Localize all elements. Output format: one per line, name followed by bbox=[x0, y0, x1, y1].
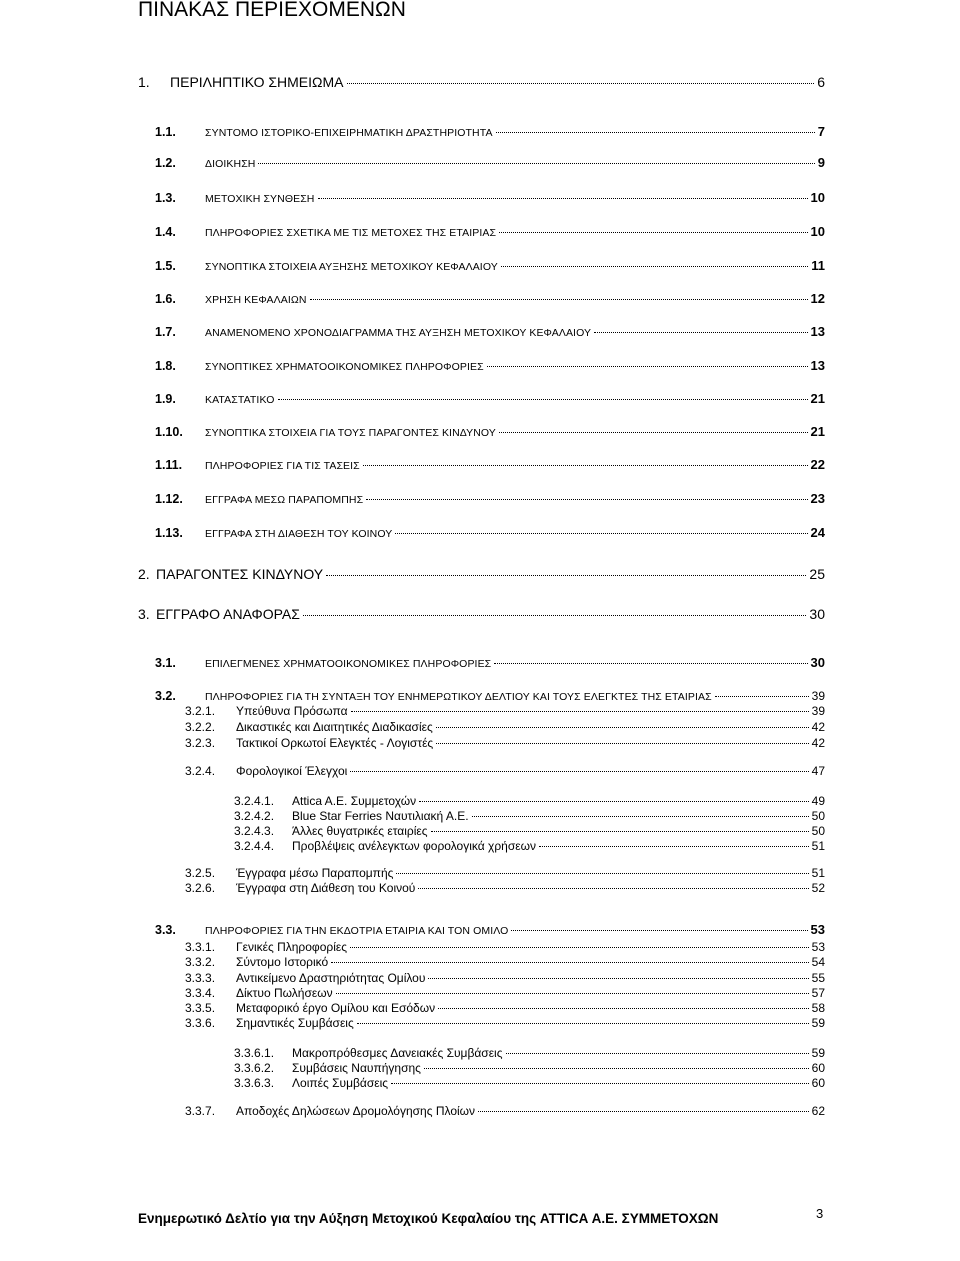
toc-entry-label: Υπεύθυνα Πρόσωπα bbox=[236, 704, 348, 718]
toc-entry-number: 1.4. bbox=[155, 225, 176, 239]
toc-entry-2[interactable] bbox=[138, 566, 825, 582]
toc-entry-number: 1.13. bbox=[155, 526, 183, 540]
dot-leader bbox=[499, 432, 808, 433]
toc-entry-page: 21 bbox=[810, 391, 825, 406]
dot-leader bbox=[258, 163, 814, 164]
toc-entry-page: 58 bbox=[811, 1001, 825, 1015]
dot-leader bbox=[366, 499, 807, 500]
toc-entry-label: Τακτικοί Ορκωτοί Ελεγκτές - Λογιστές bbox=[236, 736, 434, 750]
toc-entry-label: ΕΓΓΡΑΦΑ ΜΕΣΩ ΠΑΡΑΠΟΜΠΗΣ bbox=[205, 494, 364, 506]
dot-leader bbox=[478, 1111, 809, 1112]
toc-entry-number: 3.3.6.3. bbox=[234, 1076, 275, 1090]
toc-entry-number: 3.3.3. bbox=[185, 971, 216, 985]
toc-entry-label: Αποδοχές Δηλώσεων Δρομολόγησης Πλοίων bbox=[236, 1104, 476, 1118]
toc-entry-page: 47 bbox=[811, 764, 825, 778]
toc-entry-page: 13 bbox=[810, 358, 825, 373]
toc-entry-3[interactable] bbox=[138, 606, 825, 622]
toc-entry-1-10[interactable] bbox=[155, 424, 825, 439]
toc-entry-3-3-6[interactable] bbox=[185, 1016, 825, 1030]
toc-entry-label: ΧΡΗΣΗ ΚΕΦΑΛΑΙΩΝ bbox=[205, 294, 307, 306]
toc-entry-page: 57 bbox=[811, 986, 825, 1000]
toc-entry-page: 10 bbox=[810, 224, 825, 239]
toc-entry-number: 3.3.4. bbox=[185, 986, 216, 1000]
toc-entry-label: Προβλέψεις ανέλεγκτων φορολογικά χρήσεων bbox=[292, 839, 536, 853]
dot-leader bbox=[363, 465, 808, 466]
toc-entry-3-3-3[interactable] bbox=[185, 971, 825, 985]
dot-leader bbox=[336, 993, 809, 994]
toc-entry-number: 1.8. bbox=[155, 359, 176, 373]
toc-entry-number: 3.2.4.2. bbox=[234, 809, 275, 823]
toc-entry-number: 1.5. bbox=[155, 259, 176, 273]
toc-entry-1-4[interactable] bbox=[155, 224, 825, 239]
toc-entry-label: Συμβάσεις Ναυπήγησης bbox=[292, 1061, 421, 1075]
toc-entry-page: 50 bbox=[811, 809, 825, 823]
toc-entry-page: 49 bbox=[811, 794, 825, 808]
toc-entry-3-2-4-3[interactable] bbox=[234, 824, 825, 838]
toc-entry-3-3-6-2[interactable] bbox=[234, 1061, 825, 1075]
toc-entry-1-1[interactable] bbox=[155, 124, 825, 139]
toc-entry-page: 51 bbox=[811, 839, 825, 853]
toc-entry-number: 1.3. bbox=[155, 191, 176, 205]
toc-entry-label: ΕΓΓΡΑΦΟ ΑΝΑΦΟΡΑΣ bbox=[156, 606, 300, 622]
toc-entry-label: ΜΕΤΟΧΙΚΗ ΣΥΝΘΕΣΗ bbox=[205, 193, 315, 205]
toc-entry-page: 51 bbox=[811, 866, 825, 880]
dot-leader bbox=[487, 366, 808, 367]
toc-entry-number: 1.7. bbox=[155, 325, 176, 339]
toc-entry-label: ΠΛΗΡΟΦΟΡΙΕΣ ΓΙΑ ΤΗ ΣΥΝΤΑΞΗ ΤΟΥ ΕΝΗΜΕΡΩΤΙΚΟΥ ΔΕΛΤΙΟΥ ΚΑΙ ΤΟΥΣ ΕΛΕΓΚΤΕΣ ΤΗΣ ΕΤΑΙΡΙΑΣ bbox=[205, 691, 712, 703]
toc-entry-page: 23 bbox=[810, 491, 825, 506]
toc-entry-page: 50 bbox=[811, 824, 825, 838]
toc-entry-page: 11 bbox=[811, 258, 825, 273]
toc-entry-number: 3.2.2. bbox=[185, 720, 216, 734]
toc-entry-3-3-2[interactable] bbox=[185, 955, 825, 969]
dot-leader bbox=[506, 1053, 809, 1054]
toc-entry-3-2-4-4[interactable] bbox=[234, 839, 825, 853]
toc-entry-number: 2. bbox=[138, 566, 150, 582]
dot-leader bbox=[424, 1068, 809, 1069]
toc-entry-3-3-5[interactable] bbox=[185, 1001, 825, 1015]
toc-entry-1-13[interactable] bbox=[155, 525, 825, 540]
toc-entry-number: 3.2.3. bbox=[185, 736, 216, 750]
toc-entry-number: 1.9. bbox=[155, 392, 176, 406]
toc-entry-number: 1.10. bbox=[155, 425, 183, 439]
toc-entry-label: Δίκτυο Πωλήσεων bbox=[236, 986, 333, 1000]
toc-entry-page: 30 bbox=[810, 655, 825, 670]
dot-leader bbox=[350, 947, 809, 948]
toc-entry-page: 25 bbox=[809, 566, 825, 582]
toc-entry-label: ΠΛΗΡΟΦΟΡΙΕΣ ΓΙΑ ΤΙΣ ΤΑΣΕΙΣ bbox=[205, 460, 360, 472]
toc-entry-number: 3.3.1. bbox=[185, 940, 216, 954]
dot-leader bbox=[357, 1023, 809, 1024]
dot-leader bbox=[501, 266, 808, 267]
dot-leader bbox=[395, 533, 807, 534]
toc-entry-page: 53 bbox=[811, 940, 825, 954]
toc-entry-number: 3.3.6.1. bbox=[234, 1046, 275, 1060]
dot-leader bbox=[396, 873, 808, 874]
toc-entry-number: 1.2. bbox=[155, 156, 176, 170]
toc-entry-page: 39 bbox=[811, 704, 825, 718]
toc-entry-3-3-4[interactable] bbox=[185, 986, 825, 1000]
toc-entry-number: 1.6. bbox=[155, 292, 176, 306]
toc-entry-number: 3.1. bbox=[155, 656, 176, 670]
toc-entry-number: 3.3.5. bbox=[185, 1001, 216, 1015]
toc-entry-label: ΣΥΝΟΠΤΙΚΕΣ ΧΡΗΜΑΤΟΟΙΚΟΝΟΜΙΚΕΣ ΠΛΗΡΟΦΟΡΙΕΣ bbox=[205, 361, 484, 373]
toc-entry-label: Γενικές Πληροφορίες bbox=[236, 940, 348, 954]
toc-entry-3-2-4[interactable] bbox=[185, 764, 825, 778]
toc-entry-3-1[interactable] bbox=[155, 655, 825, 670]
toc-entry-page: 6 bbox=[817, 74, 825, 90]
toc-entry-label: Δικαστικές και Διαιτητικές Διαδικασίες bbox=[236, 720, 433, 734]
dot-leader bbox=[278, 399, 808, 400]
toc-entry-1-9[interactable] bbox=[155, 391, 825, 406]
toc-entry-3-3-6-3[interactable] bbox=[234, 1076, 825, 1090]
toc-entry-number: 3.3.6. bbox=[185, 1016, 216, 1030]
toc-entry-number: 1. bbox=[138, 74, 150, 90]
dot-leader bbox=[419, 801, 809, 802]
toc-entry-3-2-3[interactable] bbox=[185, 736, 825, 750]
toc-entry-label: ΠΕΡΙΛΗΠΤΙΚΟ ΣΗΜΕΙΩΜΑ bbox=[170, 74, 344, 90]
toc-entry-label: Λοιπές Συμβάσεις bbox=[292, 1076, 389, 1090]
toc-entry-page: 24 bbox=[810, 525, 825, 540]
dot-leader bbox=[347, 83, 815, 84]
dot-leader bbox=[436, 727, 809, 728]
toc-entry-1-11[interactable] bbox=[155, 457, 825, 472]
toc-entry-label: ΑΝΑΜΕΝΟΜΕΝΟ ΧΡΟΝΟΔΙΑΓΡΑΜΜΑ ΤΗΣ ΑΥΞΗΣΗ ΜΕΤΟΧΙΚΟΥ ΚΕΦΑΛΑΙΟΥ bbox=[205, 327, 592, 339]
toc-entry-page: 62 bbox=[811, 1104, 825, 1118]
toc-entry-3-3[interactable] bbox=[155, 922, 825, 937]
toc-entry-label: Σημαντικές Συμβάσεις bbox=[236, 1016, 354, 1030]
dot-leader bbox=[436, 743, 808, 744]
toc-entry-page: 13 bbox=[810, 324, 825, 339]
toc-entry-number: 3.3.6.2. bbox=[234, 1061, 275, 1075]
toc-entry-label: Μεταφορικό έργο Ομίλου και Εσόδων bbox=[236, 1001, 436, 1015]
toc-entry-3-3-6-1[interactable] bbox=[234, 1046, 825, 1060]
toc-entry-page: 22 bbox=[810, 457, 825, 472]
toc-entry-3-2-2[interactable] bbox=[185, 720, 825, 734]
toc-entry-label: Έγγραφα στη Διάθεση του Κοινού bbox=[236, 881, 416, 895]
toc-entry-label: Αντικείμενο Δραστηριότητας Ομίλου bbox=[236, 971, 426, 985]
toc-entry-page: 55 bbox=[811, 971, 825, 985]
toc-entry-label: Έγγραφα μέσω Παραπομπής bbox=[236, 866, 394, 880]
toc-entry-3-2-6[interactable] bbox=[185, 881, 825, 895]
dot-leader bbox=[494, 663, 807, 664]
dot-leader bbox=[472, 816, 809, 817]
footer-text: Ενημερωτικό Δελτίο για την Αύξηση Μετοχικού Κεφαλαίου της ATTICA Α.Ε. ΣΥΜΜΕΤΟΧΩΝ bbox=[138, 1211, 719, 1226]
dot-leader bbox=[310, 299, 808, 300]
toc-entry-page: 54 bbox=[811, 955, 825, 969]
toc-entry-label: Μακροπρόθεσμες Δανειακές Συμβάσεις bbox=[292, 1046, 503, 1060]
toc-entry-1-7[interactable] bbox=[155, 324, 825, 339]
toc-entry-1-5[interactable] bbox=[155, 258, 825, 273]
toc-entry-number: 1.11. bbox=[155, 458, 183, 472]
toc-entry-page: 30 bbox=[809, 606, 825, 622]
toc-entry-number: 3.2.5. bbox=[185, 866, 216, 880]
dot-leader bbox=[350, 771, 808, 772]
toc-entry-number: 3.2.4.1. bbox=[234, 794, 275, 808]
dot-leader bbox=[511, 930, 807, 931]
toc-entry-page: 12 bbox=[810, 291, 825, 306]
toc-entry-page: 59 bbox=[811, 1016, 825, 1030]
toc-entry-label: ΠΑΡΑΓΟΝΤΕΣ ΚΙΝΔΥΝΟΥ bbox=[156, 566, 324, 582]
page-title: ΠΙΝΑΚΑΣ ΠΕΡΙΕΧΟΜΕΝΩΝ bbox=[138, 0, 406, 21]
toc-entry-page: 39 bbox=[811, 689, 825, 703]
toc-entry-1-2[interactable] bbox=[155, 155, 825, 170]
toc-entry-page: 59 bbox=[811, 1046, 825, 1060]
toc-entry-3-3-1[interactable] bbox=[185, 940, 825, 954]
toc-entry-label: ΣΥΝΤΟΜΟ ΙΣΤΟΡΙΚΟ-ΕΠΙΧΕΙΡΗΜΑΤΙΚΗ ΔΡΑΣΤΗΡΙΟΤΗΤΑ bbox=[205, 127, 493, 139]
dot-leader bbox=[431, 831, 809, 832]
toc-entry-label: Σύντομο Ιστορικό bbox=[236, 955, 329, 969]
toc-entry-1-8[interactable] bbox=[155, 358, 825, 373]
toc-entry-label: ΕΠΙΛΕΓΜΕΝΕΣ ΧΡΗΜΑΤΟΟΙΚΟΝΟΜΙΚΕΣ ΠΛΗΡΟΦΟΡΙΕΣ bbox=[205, 658, 492, 670]
toc-entry-number: 1.1. bbox=[155, 125, 176, 139]
toc-entry-number: 3.2. bbox=[155, 689, 176, 703]
dot-leader bbox=[303, 615, 807, 616]
dot-leader bbox=[418, 888, 808, 889]
toc-entry-label: ΣΥΝΟΠΤΙΚΑ ΣΤΟΙΧΕΙΑ ΑΥΞΗΣΗΣ ΜΕΤΟΧΙΚΟΥ ΚΕΦΑΛΑΙΟΥ bbox=[205, 261, 498, 273]
toc-entry-number: 3.2.4.4. bbox=[234, 839, 275, 853]
dot-leader bbox=[594, 332, 807, 333]
toc-entry-page: 53 bbox=[810, 922, 825, 937]
toc-entry-page: 60 bbox=[811, 1076, 825, 1090]
dot-leader bbox=[539, 846, 809, 847]
toc-entry-1-6[interactable] bbox=[155, 291, 825, 306]
toc-entry-page: 42 bbox=[811, 736, 825, 750]
toc-entry-3-2-5[interactable] bbox=[185, 866, 825, 880]
toc-entry-number: 3.3.2. bbox=[185, 955, 216, 969]
toc-entry-1[interactable] bbox=[138, 74, 825, 90]
toc-entry-page: 10 bbox=[810, 190, 825, 205]
dot-leader bbox=[499, 232, 807, 233]
toc-entry-3-2-1[interactable] bbox=[185, 704, 825, 718]
toc-entry-3-2-4-1[interactable] bbox=[234, 794, 825, 808]
toc-entry-label: ΕΓΓΡΑΦΑ ΣΤΗ ΔΙΑΘΕΣΗ ΤΟΥ ΚΟΙΝΟΥ bbox=[205, 528, 393, 540]
dot-leader bbox=[326, 575, 806, 576]
dot-leader bbox=[391, 1083, 809, 1084]
toc-entry-page: 7 bbox=[817, 124, 825, 139]
dot-leader bbox=[438, 1008, 809, 1009]
toc-entry-number: 3.2.4. bbox=[185, 764, 216, 778]
toc-entry-number: 3.2.6. bbox=[185, 881, 216, 895]
footer-page-number: 3 bbox=[816, 1206, 824, 1221]
dot-leader bbox=[331, 962, 808, 963]
toc-entry-number: 1.12. bbox=[155, 492, 183, 506]
toc-entry-number: 3.2.1. bbox=[185, 704, 216, 718]
dot-leader bbox=[318, 198, 808, 199]
toc-entry-page: 52 bbox=[811, 881, 825, 895]
dot-leader bbox=[351, 711, 809, 712]
toc-entry-label: ΣΥΝΟΠΤΙΚΑ ΣΤΟΙΧΕΙΑ ΓΙΑ ΤΟΥΣ ΠΑΡΑΓΟΝΤΕΣ ΚΙΝΔΥΝΟΥ bbox=[205, 427, 496, 439]
toc-entry-label: ΠΛΗΡΟΦΟΡΙΕΣ ΣΧΕΤΙΚΑ ΜΕ ΤΙΣ ΜΕΤΟΧΕΣ ΤΗΣ ΕΤΑΙΡΙΑΣ bbox=[205, 227, 497, 239]
dot-leader bbox=[715, 696, 809, 697]
toc-entry-1-12[interactable] bbox=[155, 491, 825, 506]
toc-entry-number: 3.3.7. bbox=[185, 1104, 216, 1118]
toc-entry-label: ΚΑΤΑΣΤΑΤΙΚΟ bbox=[205, 394, 275, 406]
dot-leader bbox=[496, 132, 815, 133]
toc-entry-label: ΔΙΟΙΚΗΣΗ bbox=[205, 158, 256, 170]
toc-entry-page: 60 bbox=[811, 1061, 825, 1075]
toc-entry-number: 3.3. bbox=[155, 923, 176, 937]
toc-entry-page: 21 bbox=[810, 424, 825, 439]
toc-entry-label: Άλλες θυγατρικές εταιρίες bbox=[292, 824, 428, 838]
toc-entry-3-2[interactable] bbox=[155, 689, 825, 703]
toc-entry-number: 3. bbox=[138, 606, 150, 622]
toc-entry-page: 42 bbox=[811, 720, 825, 734]
toc-entry-number: 3.2.4.3. bbox=[234, 824, 275, 838]
toc-entry-3-2-4-2[interactable] bbox=[234, 809, 825, 823]
toc-entry-page: 9 bbox=[817, 155, 825, 170]
toc-entry-3-3-7[interactable] bbox=[185, 1104, 825, 1118]
toc-entry-label: ΠΛΗΡΟΦΟΡΙΕΣ ΓΙΑ ΤΗΝ ΕΚΔΟΤΡΙΑ ΕΤΑΙΡΙΑ ΚΑΙ ΤΟΝ ΟΜΙΛΟ bbox=[205, 925, 509, 937]
dot-leader bbox=[428, 978, 808, 979]
toc-entry-label: Attica A.E. Συμμετοχών bbox=[292, 794, 417, 808]
toc-entry-1-3[interactable] bbox=[155, 190, 825, 205]
toc-entry-label: Φορολογικοί Έλεγχοι bbox=[236, 764, 348, 778]
toc-entry-label: Blue Star Ferries Ναυτιλιακή Α.Ε. bbox=[292, 809, 469, 823]
